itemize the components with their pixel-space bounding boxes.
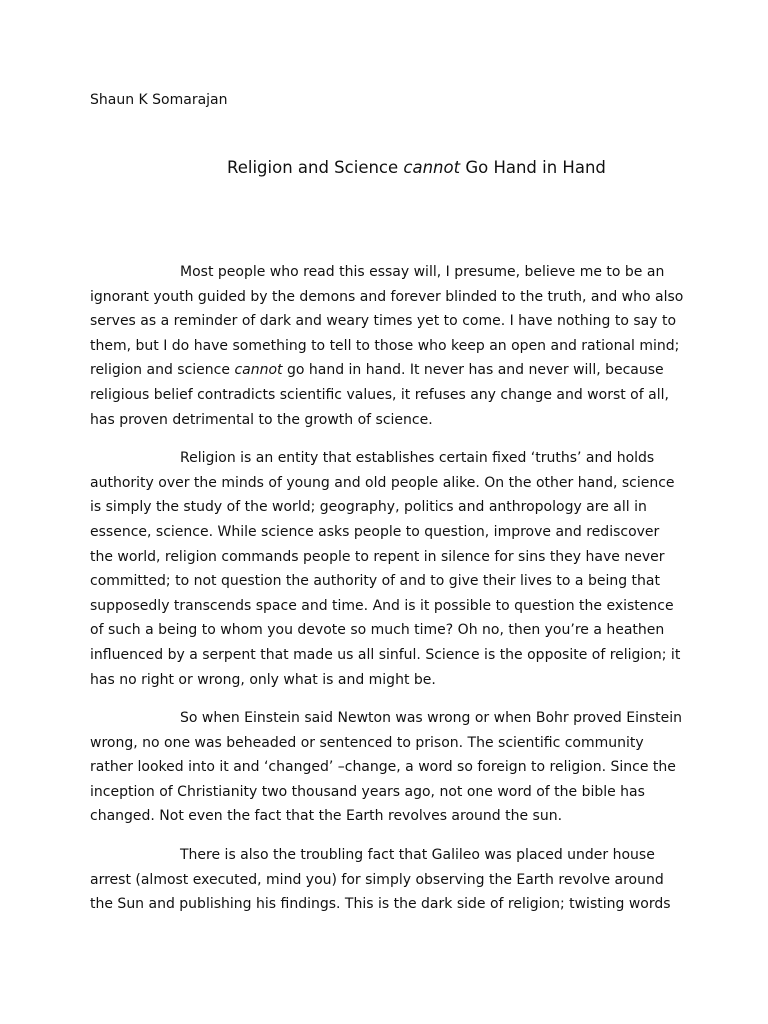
title-emphasis: cannot	[403, 158, 461, 177]
text-line: religious belief contradicts scientific values, it refuses any change and worst of all,	[90, 386, 669, 403]
line-text-before: religion and science	[90, 362, 235, 379]
text-line: them, but I do have something to tell to those who keep an open and rational mind;	[90, 337, 680, 354]
text-line: has no right or wrong, only what is and might be.	[90, 671, 436, 688]
text-line: committed; to not question the authority of and to give their lives to a being that	[90, 573, 660, 590]
title-text-after: Go Hand in Hand	[460, 158, 606, 177]
text-line: serves as a reminder of dark and weary times yet to come. I have nothing to say to	[90, 313, 677, 330]
text-line: arrest (almost executed, mind you) for simply observing the Earth revolve around	[90, 871, 664, 888]
essay-body	[90, 260, 684, 931]
paragraph	[90, 706, 683, 829]
text-line	[90, 358, 680, 383]
text-line: wrong, no one was beheaded or sentenced to prison. The scientific community	[90, 734, 644, 751]
title-text-before: Religion and Science	[227, 158, 404, 177]
text-line: Most people who read this essay will, I presume, believe me to be an	[180, 264, 665, 280]
text-line: of such a being to whom you devote so much time? Oh no, then you’re a heathen	[90, 622, 665, 639]
text-line: the Sun and publishing his findings. This is the dark side of religion; twisting words	[90, 896, 671, 913]
text-line: essence, science. While science asks people to question, improve and rediscover	[90, 523, 660, 540]
text-line: rather looked into it and ‘changed’ –change, a word so foreign to religion. Since the	[90, 759, 676, 776]
paragraph	[90, 260, 684, 432]
document-page	[90, 88, 684, 913]
line-emphasis: cannot	[234, 362, 283, 379]
text-line: the world, religion commands people to repent in silence for sins they have never	[90, 548, 665, 565]
text-line: changed. Not even the fact that the Earth revolves around the sun.	[90, 808, 563, 825]
text-line: inception of Christianity two thousand years ago, not one word of the bible has	[90, 783, 645, 800]
paragraph	[90, 843, 680, 917]
paragraph	[90, 446, 680, 692]
essay-title	[227, 156, 606, 180]
text-line: There is also the troubling fact that Galileo was placed under house	[180, 847, 655, 864]
text-line: authority over the minds of young and old people alike. On the other hand, science	[90, 474, 675, 491]
line-text-after: go hand in hand. It never has and never will, because	[282, 362, 664, 379]
text-line: So when Einstein said Newton was wrong or when Bohr proved Einstein	[180, 710, 683, 727]
text-line: Religion is an entity that establishes certain fixed ‘truths’ and holds	[180, 450, 655, 467]
text-line: ignorant youth guided by the demons and forever blinded to the truth, and who also	[90, 288, 684, 305]
text-line: is simply the study of the world; geography, politics and anthropology are all in	[90, 499, 647, 516]
text-line: supposedly transcends space and time. And is it possible to question the existence	[90, 597, 674, 614]
text-line: influenced by a serpent that made us all sinful. Science is the opposite of religion; it	[90, 646, 681, 663]
author-name: Shaun K Somarajan	[90, 92, 228, 108]
text-line: has proven detrimental to the growth of science.	[90, 411, 433, 428]
